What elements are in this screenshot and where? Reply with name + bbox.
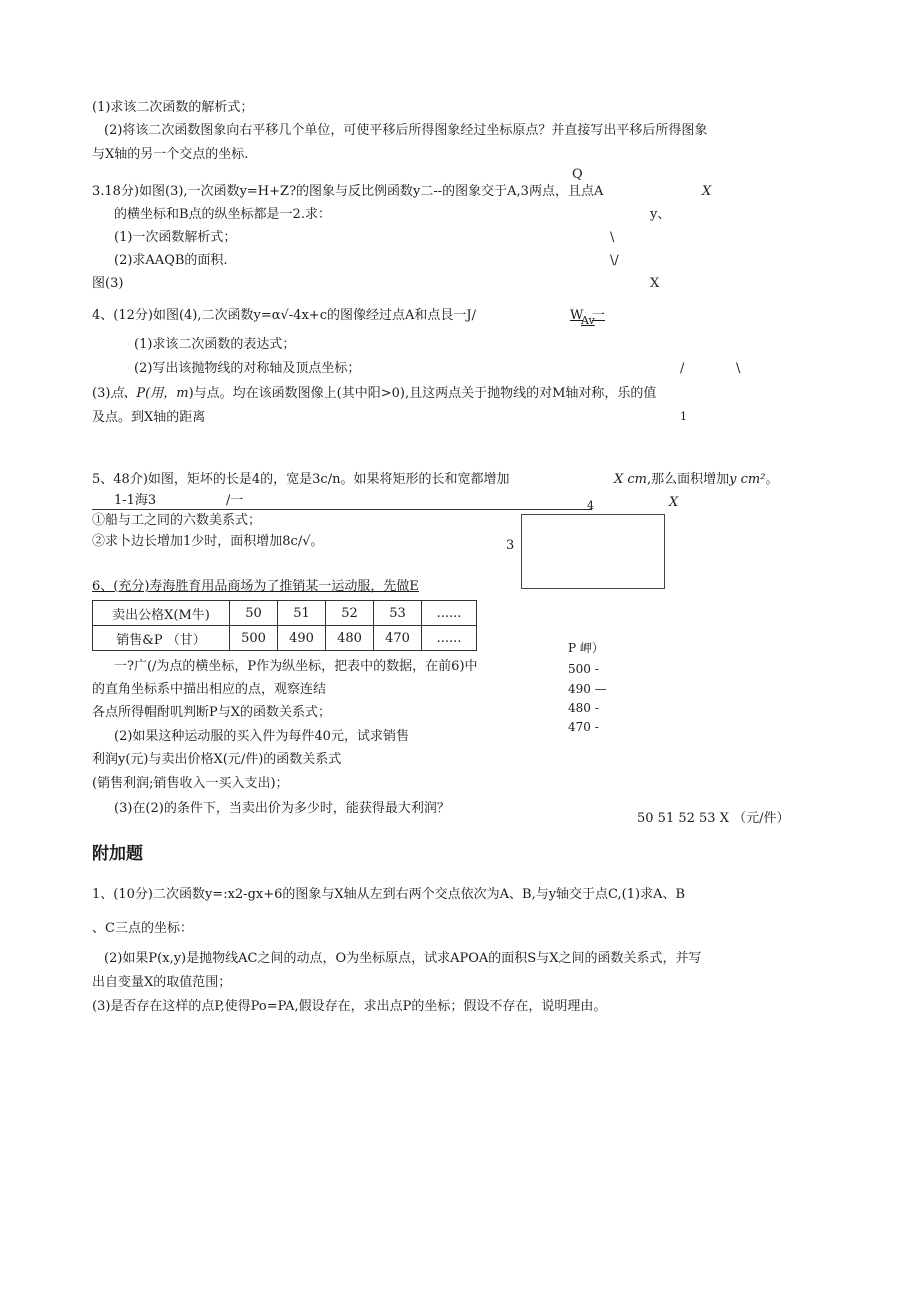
q4-fig-w: W bbox=[570, 308, 584, 323]
q3-line2: 的横坐标和B点的纵坐标都是一2.求： bbox=[114, 207, 331, 222]
q4-fig-slash: / bbox=[680, 361, 685, 376]
q3-fig-stroke2: \/ bbox=[610, 253, 619, 268]
q3-sub2: (2)求AAQB的面积. bbox=[114, 253, 228, 268]
q5-sub2: ②求卜边长增加1少时，面积增加8c/√。 bbox=[92, 534, 324, 549]
q3-x-var: X bbox=[702, 184, 712, 199]
graph-y-tick: 490 — bbox=[568, 682, 607, 696]
table-cell: 50 bbox=[230, 601, 278, 626]
table-cell: 470 bbox=[374, 626, 422, 651]
q5-underline bbox=[92, 509, 592, 510]
q6-heading: 6、(充分)寿海胜育用品商场为了推销某一运动服，先做E bbox=[92, 579, 419, 594]
q4-sub1: (1)求该二次函数的表达式； bbox=[134, 337, 296, 352]
extra-q2-cont: 出自变量X的取值范围； bbox=[92, 975, 232, 990]
graph-y-tick: 480 - bbox=[568, 701, 599, 715]
q6-sub3: (3)在(2)的条件下，当卖出价为多少时，能获得最大利润？ bbox=[114, 801, 450, 816]
q2-sub1: (1)求该二次函数的解析式； bbox=[92, 100, 254, 115]
table-cell: ...... bbox=[422, 626, 477, 651]
graph-y-tick: 470 - bbox=[568, 720, 599, 734]
extra-q1-cont: 、C三点的坐标： bbox=[92, 921, 193, 936]
graph-y-tick: 500 - bbox=[568, 662, 599, 676]
q4-sub2: (2)写出该抛物线的对称轴及顶点坐标； bbox=[134, 361, 361, 376]
q6-sub2: (2)如果这种运动服的买入件为每件40元，试求销售 bbox=[114, 729, 409, 744]
q5-line2-slash: /一 bbox=[226, 493, 244, 508]
table-cell: 53 bbox=[374, 601, 422, 626]
q5-fig-width: 3 bbox=[506, 538, 515, 553]
table-header-price: 卖出公格X(M牛) bbox=[93, 601, 230, 626]
table-cell: 490 bbox=[278, 626, 326, 651]
q3-y-axis-label: y、 bbox=[650, 207, 671, 222]
q6-sub2-cont1: 利润y(元)与卖出价格X(元/件)的函数关系式 bbox=[92, 752, 342, 767]
q5-heading-tail: X cm,那么面积增加y cm²。 bbox=[614, 472, 779, 487]
q6-sub1: 一?广(/为点的横坐标，P作为纵坐标，把表中的数据，在前6)中 bbox=[114, 659, 478, 674]
q4-fig-backslash: \ bbox=[736, 361, 741, 376]
extra-q1: 1、(10分)二次函数y=:x2-gx+6的图象与X轴从左到右两个交点依次为A、B,与y轴交于点C,(1)求A、B bbox=[92, 887, 686, 902]
q4-sub3-cont: 及点。到X轴的距离 bbox=[92, 410, 206, 425]
q6-sub2-cont2: (销售利润;销售收入一买入支出)； bbox=[92, 776, 289, 791]
table-cell: 480 bbox=[326, 626, 374, 651]
q5-line2: 1-1海3 bbox=[114, 493, 157, 508]
q5-fig-x: X bbox=[669, 495, 679, 510]
q4-sub3: (3)点、P(用，m)与点。均在该函数图像上(其中阳>0),且这两点关于抛物线的对M轴对称，乐的值 bbox=[92, 386, 657, 401]
q3-x-axis-label: X bbox=[650, 276, 660, 291]
q4-fig-sub: Av bbox=[581, 314, 595, 327]
graph-y-label: P 岬） bbox=[568, 641, 604, 655]
q3-figure-label: 图(3) bbox=[92, 276, 124, 291]
q4-heading: 4、(12分)如图(4),二次函数y=α√-4x+c的图像经过点A和点艮一J/ bbox=[92, 308, 476, 323]
q5-fig-length: 4 bbox=[587, 499, 594, 512]
table-header-sales: 销售&P （甘） bbox=[93, 626, 230, 651]
table-cell: 500 bbox=[230, 626, 278, 651]
q3-heading: 3.18分)如图(3),一次函数y=H+Z?的图象与反比例函数y二--的图象交于A,3两点，且点A bbox=[92, 184, 604, 199]
extra-q2: (2)如果P(x,y)是抛物线AC之间的动点，O为坐标原点，试求APOA的面积S与X之间的函数关系式，并写 bbox=[104, 951, 702, 966]
q6-sub1-cont2: 各点所得帽酎叽判断P与X的函数关系式； bbox=[92, 705, 332, 720]
table-cell: 51 bbox=[278, 601, 326, 626]
q3-mark: Q bbox=[572, 167, 583, 182]
table-cell: ...... bbox=[422, 601, 477, 626]
q5-heading: 5、48介)如图，矩坏的长是4的，宽是3c/n。如果将矩形的长和宽都增加 bbox=[92, 472, 510, 487]
extra-q3: (3)是否存在这样的点P,使得Po=PA,假设存在，求出点P的坐标；假设不存在，说明理由。 bbox=[92, 999, 607, 1014]
q2-sub2-cont: 与X轴的另一个交点的坐标. bbox=[92, 147, 249, 162]
section-title: 附加题 bbox=[92, 844, 143, 864]
q3-fig-stroke1: \ bbox=[610, 230, 615, 245]
q4-fig-dash: 一 bbox=[592, 308, 606, 323]
q2-sub2: (2)将该二次函数图象向右平移几个单位，可使平移后所得图象经过坐标原点？并直接写出平移后所得图象 bbox=[104, 123, 708, 138]
table-row bbox=[93, 601, 477, 626]
q5-sub1: ①船与工之同的六数美系式； bbox=[92, 513, 262, 528]
sales-table bbox=[92, 600, 477, 651]
q6-sub1-cont1: 的直角坐标系中描出相应的点，观察连结 bbox=[92, 682, 327, 697]
q4-fig-mark: 1 bbox=[680, 410, 687, 423]
rectangle-figure bbox=[521, 514, 665, 589]
table-row bbox=[93, 626, 477, 651]
table-cell: 52 bbox=[326, 601, 374, 626]
q3-sub1: (1)一次函数解析式； bbox=[114, 230, 237, 245]
graph-x-label: 50 51 52 53 X （元/件） bbox=[637, 811, 790, 826]
